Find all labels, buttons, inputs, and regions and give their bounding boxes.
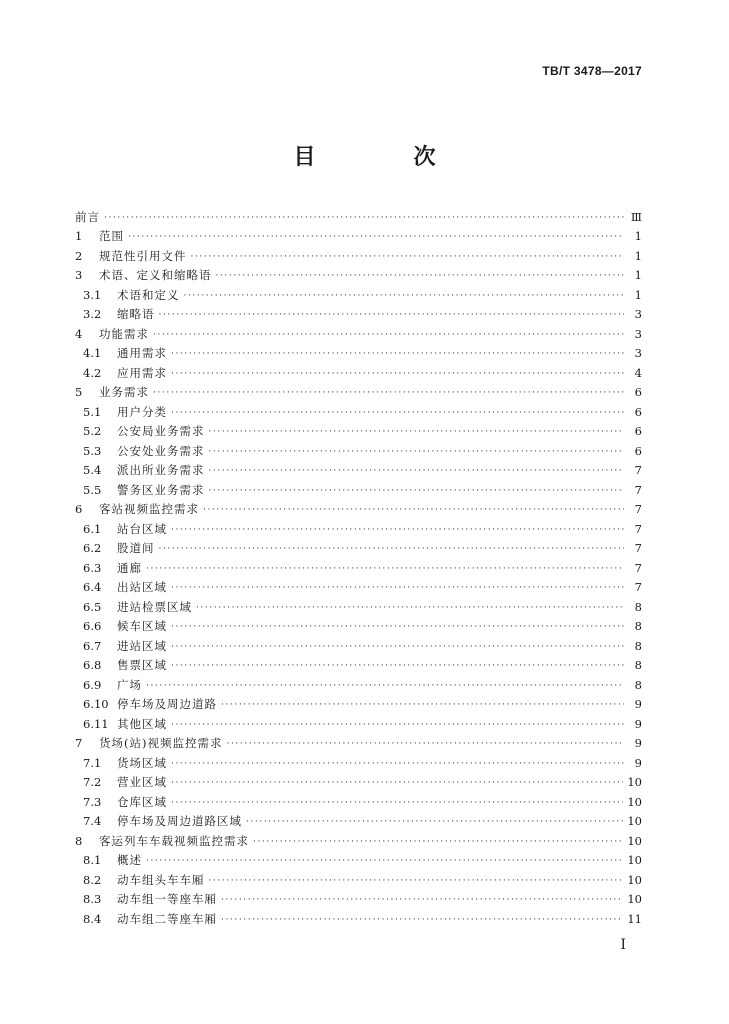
toc-entry-number: 6.8: [83, 658, 102, 673]
toc-leader-dots: [171, 661, 624, 671]
toc-entry-title: 派出所业务需求: [117, 463, 205, 478]
toc-entry-title: 通用需求: [117, 346, 167, 361]
toc-entry[interactable]: [75, 675, 642, 695]
toc-entry-title: 用户分类: [117, 404, 167, 419]
toc-entry-page: 7: [634, 463, 642, 478]
toc-entry[interactable]: [75, 831, 642, 851]
toc-entry-page: 4: [634, 365, 642, 380]
toc-entry[interactable]: [75, 792, 642, 812]
toc-leader-dots: [171, 798, 623, 808]
toc-leader-dots: [171, 778, 623, 788]
toc-leader-dots: [146, 856, 623, 866]
toc-entry[interactable]: [75, 714, 642, 734]
toc-entry-number: 6.6: [83, 619, 102, 634]
toc-entry-title: 股道间: [117, 541, 155, 556]
toc-entry-number: 8.4: [83, 911, 102, 926]
toc-entry[interactable]: [75, 773, 642, 793]
toc-leader-dots: [209, 427, 625, 437]
toc-entry[interactable]: [75, 227, 642, 247]
toc-entry-title: 客站视频监控需求: [99, 502, 199, 517]
toc-leader-dots: [171, 369, 624, 379]
toc-entry-title: 术语和定义: [117, 287, 180, 302]
toc-entry-number: 6: [75, 502, 83, 517]
toc-entry-page: 1: [634, 248, 642, 263]
toc-leader-dots: [171, 759, 624, 769]
toc-leader-dots: [226, 739, 624, 749]
toc-entry-title: 公安局业务需求: [117, 424, 205, 439]
toc-leader-dots: [146, 681, 624, 691]
toc-entry-page: 10: [627, 833, 642, 848]
toc-leader-dots: [171, 642, 624, 652]
toc-entry-number: 6.5: [83, 599, 102, 614]
toc-entry-page: 7: [634, 560, 642, 575]
toc-leader-dots: [153, 330, 624, 340]
toc-entry-page: 7: [634, 502, 642, 517]
toc-entry[interactable]: [75, 422, 642, 442]
toc-leader-dots: [191, 252, 625, 262]
toc-entry-title: 公安处业务需求: [117, 443, 205, 458]
toc-entry-number: 5.1: [83, 404, 102, 419]
toc-entry-title: 概述: [117, 853, 142, 868]
toc-entry-title: 缩略语: [117, 307, 155, 322]
toc-leader-dots: [209, 466, 625, 476]
toc-entry-title: 动车组二等座车厢: [117, 911, 217, 926]
toc-entry[interactable]: [75, 656, 642, 676]
toc-entry[interactable]: [75, 266, 642, 286]
toc-entry-title: 进站检票区域: [117, 599, 192, 614]
toc-entry-page: 9: [634, 697, 642, 712]
toc-entry-number: 7.3: [83, 794, 102, 809]
toc-entry-number: 6.2: [83, 541, 102, 556]
toc-leader-dots: [104, 213, 624, 223]
toc-leader-dots: [159, 544, 625, 554]
toc-entry-page: 7: [634, 541, 642, 556]
toc-entry-number: 6.4: [83, 580, 102, 595]
toc-entry-page: Ⅲ: [630, 209, 642, 224]
toc-entry-page: 10: [627, 892, 642, 907]
toc-entry-title: 动车组头车车厢: [117, 872, 205, 887]
toc-entry-page: 11: [627, 911, 642, 926]
toc-entry-page: 6: [634, 424, 642, 439]
toc-entry-title: 仓库区域: [117, 794, 167, 809]
toc-entry[interactable]: [75, 734, 642, 754]
toc-leader-dots: [184, 291, 625, 301]
toc-entry-page: 3: [634, 346, 642, 361]
toc-entry-title: 客运列车车载视频监控需求: [99, 833, 249, 848]
toc-entry-title: 售票区域: [117, 658, 167, 673]
toc-entry-page: 6: [634, 443, 642, 458]
toc-leader-dots: [146, 564, 624, 574]
toc-entry-number: 7.2: [83, 775, 102, 790]
toc-entry-number: 5.4: [83, 463, 102, 478]
toc-entry-page: 7: [634, 482, 642, 497]
toc-entry-page: 9: [634, 716, 642, 731]
toc-entry[interactable]: [75, 812, 642, 832]
toc-leader-dots: [221, 895, 623, 905]
toc-entry-number: 6.1: [83, 521, 102, 536]
toc-entry-page: 6: [634, 385, 642, 400]
toc-entry[interactable]: [75, 558, 642, 578]
toc-entry[interactable]: [75, 753, 642, 773]
toc-entry-page: 10: [627, 814, 642, 829]
toc-leader-dots: [246, 817, 623, 827]
toc-entry[interactable]: [75, 383, 642, 403]
toc-title: 目 次: [293, 145, 474, 170]
toc-entry-page: 3: [634, 326, 642, 341]
toc-entry-number: 1: [75, 229, 83, 244]
toc-leader-dots: [209, 876, 624, 886]
toc-entry-title: 出站区域: [117, 580, 167, 595]
toc-entry[interactable]: [75, 500, 642, 520]
toc-entry-title: 货场(站)视频监控需求: [99, 736, 223, 751]
toc-entry[interactable]: [75, 363, 642, 383]
toc-entry-title: 业务需求: [99, 385, 149, 400]
toc-entry-title: 其他区域: [117, 716, 167, 731]
toc-entry-number: 5.2: [83, 424, 102, 439]
toc-entry-title: 进站区域: [117, 638, 167, 653]
toc-entry-number: 5: [75, 385, 83, 400]
toc-entry[interactable]: [75, 890, 642, 910]
toc-leader-dots: [203, 505, 624, 515]
toc-entry-number: 6.7: [83, 638, 102, 653]
toc-entry-page: 7: [634, 580, 642, 595]
toc-entry-title: 停车场及周边道路区域: [117, 814, 242, 829]
toc-entry-page: 6: [634, 404, 642, 419]
standard-number: TB/T 3478—2017: [542, 64, 642, 78]
toc-entry-page: 8: [634, 599, 642, 614]
toc-leader-dots: [209, 447, 625, 457]
toc-entry-page: 10: [627, 775, 642, 790]
toc-leader-dots: [216, 271, 625, 281]
toc-entry-title: 通廊: [117, 560, 142, 575]
toc-leader-dots: [171, 408, 624, 418]
toc-entry-number: 6.3: [83, 560, 102, 575]
toc-entry-title: 应用需求: [117, 365, 167, 380]
toc-entry-number: 8.1: [83, 853, 102, 868]
page-number: I: [620, 937, 626, 953]
toc-leader-dots: [171, 622, 624, 632]
toc-entry-page: 8: [634, 638, 642, 653]
toc-entry-title: 停车场及周边道路: [117, 697, 217, 712]
toc-entry[interactable]: [75, 324, 642, 344]
toc-leader-dots: [196, 603, 624, 613]
toc-entry[interactable]: [75, 344, 642, 364]
toc-entry[interactable]: [75, 285, 642, 305]
toc-entry[interactable]: [75, 909, 642, 929]
toc-entry-title: 范围: [99, 229, 124, 244]
toc-leader-dots: [171, 525, 624, 535]
toc-entry-page: 8: [634, 658, 642, 673]
toc-entry-page: 3: [634, 307, 642, 322]
toc-entry-title: 营业区域: [117, 775, 167, 790]
toc-entry-page: 9: [634, 736, 642, 751]
toc-entry-number: 7.1: [83, 755, 102, 770]
toc-leader-dots: [171, 349, 624, 359]
toc-entry-title: 警务区业务需求: [117, 482, 205, 497]
toc-entry-page: 7: [634, 521, 642, 536]
toc-leader-dots: [159, 310, 625, 320]
toc-entry-number: 3: [75, 268, 83, 283]
toc-entry-number: 8: [75, 833, 83, 848]
toc-leader-dots: [221, 915, 623, 925]
toc-entry-page: 10: [627, 853, 642, 868]
toc-entry[interactable]: [75, 519, 642, 539]
toc-entry-number: 6.10: [83, 697, 109, 712]
toc-entry[interactable]: [75, 461, 642, 481]
toc-entry-number: 4.2: [83, 365, 102, 380]
toc-entry[interactable]: [75, 597, 642, 617]
toc-leader-dots: [171, 720, 624, 730]
toc-leader-dots: [209, 486, 625, 496]
toc-entry-number: 6.9: [83, 677, 102, 692]
toc-entry[interactable]: [75, 851, 642, 871]
toc-entry-title: 术语、定义和缩略语: [99, 268, 212, 283]
toc-entry-page: 10: [627, 872, 642, 887]
toc-leader-dots: [128, 232, 624, 242]
toc-entry-number: 6.11: [83, 716, 109, 731]
toc-entry-title: 站台区域: [117, 521, 167, 536]
toc-entry-page: 8: [634, 619, 642, 634]
toc-entry-number: 3.1: [83, 287, 102, 302]
toc-entry-page: 10: [627, 794, 642, 809]
toc-leader-dots: [171, 583, 624, 593]
toc-entry[interactable]: [75, 207, 642, 227]
toc-entry-page: 1: [634, 287, 642, 302]
toc-entry[interactable]: [75, 578, 642, 598]
toc-entry[interactable]: [75, 480, 642, 500]
toc-leader-dots: [153, 388, 624, 398]
toc-entry[interactable]: [75, 305, 642, 325]
toc-leader-dots: [253, 837, 623, 847]
toc-entry-page: 1: [634, 229, 642, 244]
toc-entry-number: 5.3: [83, 443, 102, 458]
toc-entry-title: 广场: [117, 677, 142, 692]
toc-entry-number: 8.2: [83, 872, 102, 887]
toc-entry-title: 前言: [75, 209, 100, 224]
toc-entry-title: 规范性引用文件: [99, 248, 187, 263]
toc-entry-title: 货场区域: [117, 755, 167, 770]
toc-entry-page: 1: [634, 268, 642, 283]
toc-entry-page: 8: [634, 677, 642, 692]
toc-entry-number: 5.5: [83, 482, 102, 497]
toc-entry-number: 4.1: [83, 346, 102, 361]
toc-entry-number: 7: [75, 736, 83, 751]
toc-entry[interactable]: [75, 246, 642, 266]
toc-entry[interactable]: [75, 402, 642, 422]
table-of-contents: [75, 207, 642, 929]
toc-entry-title: 候车区域: [117, 619, 167, 634]
toc-entry[interactable]: [75, 441, 642, 461]
toc-entry-title: 动车组一等座车厢: [117, 892, 217, 907]
toc-entry-number: 3.2: [83, 307, 102, 322]
toc-entry-number: 7.4: [83, 814, 102, 829]
toc-entry-number: 4: [75, 326, 83, 341]
toc-entry[interactable]: [75, 695, 642, 715]
toc-leader-dots: [221, 700, 624, 710]
toc-entry[interactable]: [75, 870, 642, 890]
toc-entry[interactable]: [75, 617, 642, 637]
toc-entry-title: 功能需求: [99, 326, 149, 341]
toc-entry[interactable]: [75, 539, 642, 559]
toc-entry-number: 8.3: [83, 892, 102, 907]
toc-entry[interactable]: [75, 636, 642, 656]
toc-entry-number: 2: [75, 248, 83, 263]
toc-entry-page: 9: [634, 755, 642, 770]
